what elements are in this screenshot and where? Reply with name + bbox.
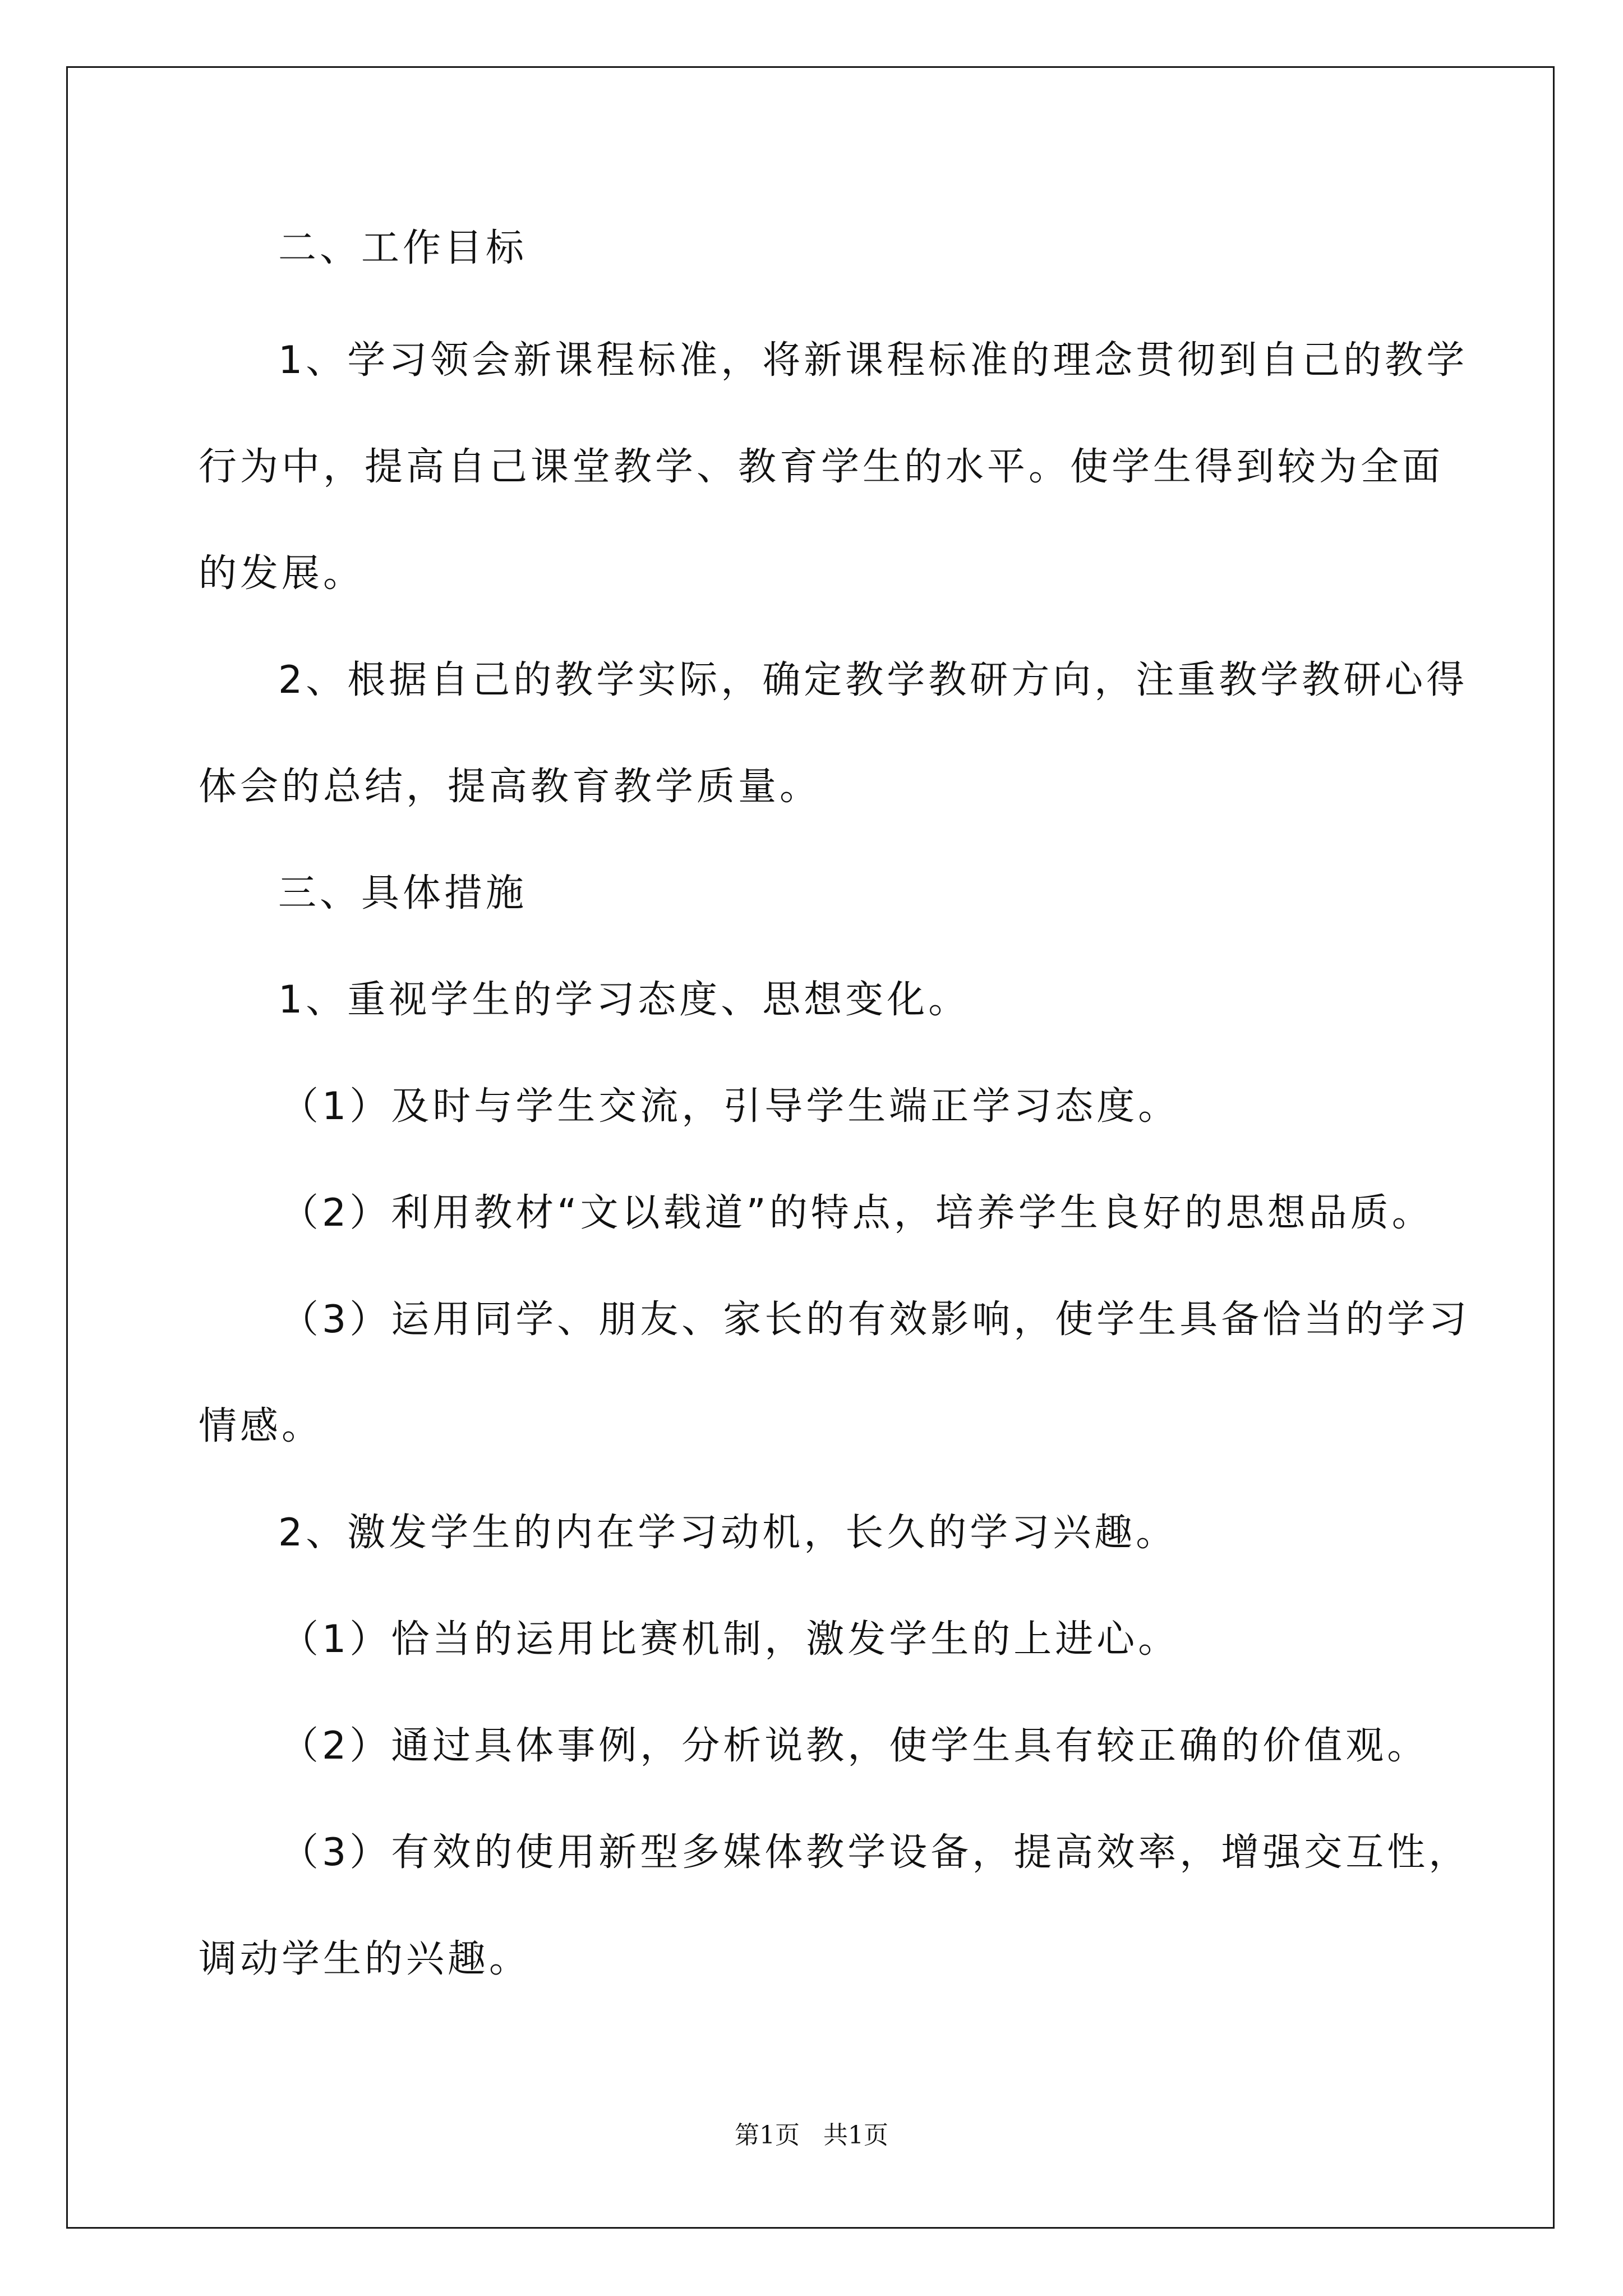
paragraph-line: 调动学生的兴趣。 <box>199 1937 531 1981</box>
paragraph-line: 2、根据自己的教学实际，确定教学教研方向，注重教学教研心得 <box>278 658 1468 702</box>
page-border <box>66 66 1555 2229</box>
paragraph-line: 2、激发学生的内在学习动机，长久的学习兴趣。 <box>278 1511 1178 1555</box>
paragraph-line: （1）及时与学生交流，引导学生端正学习态度。 <box>280 1084 1180 1129</box>
paragraph-line: 1、重视学生的学习态度、思想变化。 <box>278 978 970 1022</box>
paragraph-line: 行为中，提高自己课堂教学、教育学生的水平。使学生得到较为全面 <box>199 445 1444 489</box>
paragraph-line: （2）利用教材“文以载道”的特点，培养学生良好的思想品质。 <box>280 1191 1433 1235</box>
paragraph-line: 体会的总结，提高教育教学质量。 <box>199 765 822 809</box>
paragraph-line: （3）运用同学、朋友、家长的有效影响，使学生具备恰当的学习 <box>280 1297 1470 1342</box>
section-heading-goals: 二、工作目标 <box>278 226 528 270</box>
paragraph-line: （3）有效的使用新型多媒体教学设备，提高效率，增强交互性， <box>280 1830 1470 1875</box>
section-heading-measures: 三、具体措施 <box>278 871 528 915</box>
paragraph-line: （2）通过具体事例，分析说教，使学生具有较正确的价值观。 <box>280 1724 1429 1768</box>
paragraph-line: 的发展。 <box>199 551 365 596</box>
paragraph-line: 情感。 <box>199 1404 324 1448</box>
paragraph-line: 1、学习领会新课程标准，将新课程标准的理念贯彻到自己的教学 <box>278 338 1468 383</box>
paragraph-line: （1）恰当的运用比赛机制，激发学生的上进心。 <box>280 1617 1180 1662</box>
page-number-footer: 第1页 共1页 <box>735 2121 888 2150</box>
